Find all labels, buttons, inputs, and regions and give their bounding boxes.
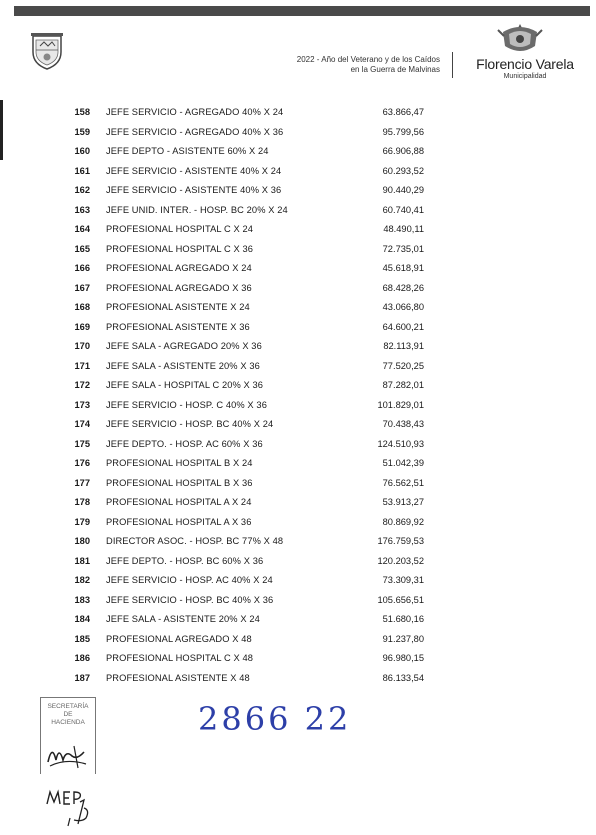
row-number: 172 (74, 380, 90, 390)
table-row (0, 475, 596, 495)
row-number: 183 (74, 594, 90, 605)
row-description: JEFE SERVICIO - HOSP. BC 40% X 36 (106, 594, 274, 605)
stamp-line-2: DE (63, 711, 73, 718)
row-number: 165 (74, 243, 90, 254)
row-number: 163 (74, 204, 90, 215)
row-description: PROFESIONAL ASISTENTE X 24 (106, 302, 250, 312)
row-description: JEFE SALA - HOSPITAL C 20% X 36 (106, 380, 264, 390)
row-number: 182 (74, 575, 90, 585)
row-number: 187 (74, 672, 90, 683)
table-row (0, 436, 596, 456)
row-number: 181 (74, 555, 90, 566)
row-number: 169 (74, 321, 90, 332)
row-description: JEFE SALA - AGREGADO 20% X 36 (106, 341, 262, 351)
table-row (0, 533, 596, 553)
table-row (0, 670, 596, 690)
row-value: 124.510,93 (377, 438, 424, 449)
salary-table (0, 104, 596, 689)
row-description: PROFESIONAL HOSPITAL B X 36 (106, 477, 253, 488)
row-value: 66.906,88 (382, 146, 424, 156)
row-description: PROFESIONAL ASISTENTE X 48 (106, 672, 250, 683)
row-description: JEFE DEPTO - ASISTENTE 60% X 24 (106, 146, 269, 156)
row-description: JEFE SERVICIO - HOSP. BC 40% X 24 (106, 419, 274, 429)
table-row (0, 104, 596, 124)
row-value: 91.237,80 (382, 633, 424, 644)
table-row (0, 202, 596, 222)
row-value: 73.309,31 (382, 575, 424, 585)
row-value: 82.113,91 (383, 341, 424, 351)
table-row (0, 163, 596, 183)
row-number: 184 (74, 614, 90, 624)
scan-top-bar (14, 6, 590, 16)
table-row (0, 143, 596, 163)
row-description: JEFE SERVICIO - AGREGADO 40% X 36 (106, 126, 284, 137)
row-description: JEFE SERVICIO - ASISTENTE 40% X 36 (106, 185, 282, 195)
table-row (0, 494, 596, 514)
row-value: 87.282,01 (382, 380, 424, 390)
row-value: 48.490,11 (383, 224, 424, 234)
row-value: 176.759,53 (377, 536, 424, 546)
row-number: 185 (74, 633, 90, 644)
row-description: JEFE UNID. INTER. - HOSP. BC 20% X 24 (106, 204, 288, 215)
row-value: 76.562,51 (382, 477, 424, 488)
row-number: 178 (74, 497, 90, 507)
row-number: 174 (74, 419, 90, 429)
table-row (0, 260, 596, 280)
stamp-line-3: HACIENDA (51, 719, 85, 726)
row-description: PROFESIONAL AGREGADO X 36 (106, 282, 252, 293)
row-number: 164 (74, 224, 90, 234)
coat-of-arms-icon (30, 32, 64, 70)
row-description: JEFE SALA - ASISTENTE 20% X 24 (106, 614, 260, 624)
row-value: 64.600,21 (382, 321, 424, 332)
row-description: PROFESIONAL AGREGADO X 24 (106, 263, 252, 273)
row-value: 45.618,91 (382, 263, 424, 273)
row-description: PROFESIONAL HOSPITAL C X 48 (106, 653, 254, 663)
header-motto (230, 55, 440, 75)
table-row (0, 416, 596, 436)
table-row (0, 241, 596, 261)
row-description: DIRECTOR ASOC. - HOSP. BC 77% X 48 (106, 536, 284, 546)
row-number: 166 (74, 263, 90, 273)
row-value: 60.293,52 (382, 165, 424, 176)
row-number: 170 (74, 341, 90, 351)
row-description: JEFE SERVICIO - AGREGADO 40% X 24 (106, 107, 284, 117)
row-description: JEFE SERVICIO - ASISTENTE 40% X 24 (106, 165, 282, 176)
row-number: 179 (74, 516, 90, 527)
row-description: PROFESIONAL HOSPITAL A X 36 (106, 516, 252, 527)
row-value: 53.913,27 (382, 497, 424, 507)
row-value: 51.680,16 (382, 614, 424, 624)
stamp-line-1: SECRETARÍA (47, 703, 89, 710)
row-description: JEFE DEPTO. - HOSP. AC 60% X 36 (106, 438, 263, 449)
row-value: 43.066,80 (382, 302, 424, 312)
row-number: 175 (74, 438, 90, 449)
handwritten-signature (44, 738, 90, 772)
row-value: 86.133,54 (382, 672, 424, 683)
row-number: 162 (74, 185, 90, 195)
row-number: 171 (74, 360, 90, 371)
row-value: 80.869,92 (382, 516, 424, 527)
row-number: 161 (74, 165, 90, 176)
row-value: 95.799,56 (382, 126, 424, 137)
handwritten-initials (44, 784, 94, 828)
logo-subtitle: Municipalidad (503, 73, 547, 80)
table-row (0, 299, 596, 319)
row-number: 168 (74, 302, 90, 312)
row-value: 72.735,01 (382, 243, 424, 254)
table-row (0, 455, 596, 475)
row-value: 68.428,26 (382, 282, 424, 293)
row-value: 105.656,51 (377, 594, 424, 605)
row-number: 159 (74, 126, 90, 137)
table-row (0, 319, 596, 339)
motto-line-1: 2022 - Año del Veterano y de los Caídos (296, 55, 440, 64)
row-number: 177 (74, 477, 90, 488)
row-value: 63.866,47 (382, 107, 424, 117)
table-row (0, 124, 596, 144)
header-divider (452, 52, 453, 78)
row-value: 51.042,39 (382, 458, 424, 468)
table-row (0, 377, 596, 397)
row-description: JEFE SERVICIO - HOSP. AC 40% X 24 (106, 575, 273, 585)
table-row (0, 397, 596, 417)
row-number: 160 (74, 146, 90, 156)
row-number: 173 (74, 399, 90, 410)
table-row (0, 514, 596, 534)
row-value: 60.740,41 (382, 204, 424, 215)
row-value: 96.980,15 (382, 653, 424, 663)
table-row (0, 572, 596, 592)
table-row (0, 338, 596, 358)
row-number: 167 (74, 282, 90, 293)
table-row (0, 221, 596, 241)
row-number: 180 (74, 536, 90, 546)
row-description: JEFE SALA - ASISTENTE 20% X 36 (106, 360, 260, 371)
table-row (0, 280, 596, 300)
row-number: 158 (74, 107, 90, 117)
table-row (0, 650, 596, 670)
logo-wordmark: Florencio Varela (476, 56, 574, 72)
motto-line-2: en la Guerra de Malvinas (350, 65, 440, 74)
row-description: PROFESIONAL HOSPITAL A X 24 (106, 497, 252, 507)
row-description: JEFE DEPTO. - HOSP. BC 60% X 36 (106, 555, 264, 566)
row-number: 176 (74, 458, 90, 468)
row-description: JEFE SERVICIO - HOSP. C 40% X 36 (106, 399, 267, 410)
row-description: PROFESIONAL ASISTENTE X 36 (106, 321, 250, 332)
table-row (0, 611, 596, 631)
row-value: 90.440,29 (382, 185, 424, 195)
row-value: 101.829,01 (377, 399, 424, 410)
row-value: 120.203,52 (377, 555, 424, 566)
municipality-logo-icon (495, 22, 545, 56)
row-description: PROFESIONAL AGREGADO X 48 (106, 633, 252, 644)
row-value: 77.520,25 (382, 360, 424, 371)
table-row (0, 182, 596, 202)
row-description: PROFESIONAL HOSPITAL C X 24 (106, 224, 254, 234)
handwritten-file-number: 2866 22 (198, 700, 352, 738)
table-row (0, 592, 596, 612)
table-row (0, 631, 596, 651)
row-description: PROFESIONAL HOSPITAL C X 36 (106, 243, 254, 254)
table-row (0, 553, 596, 573)
row-description: PROFESIONAL HOSPITAL B X 24 (106, 458, 253, 468)
table-row (0, 358, 596, 378)
row-number: 186 (74, 653, 90, 663)
row-value: 70.438,43 (382, 419, 424, 429)
